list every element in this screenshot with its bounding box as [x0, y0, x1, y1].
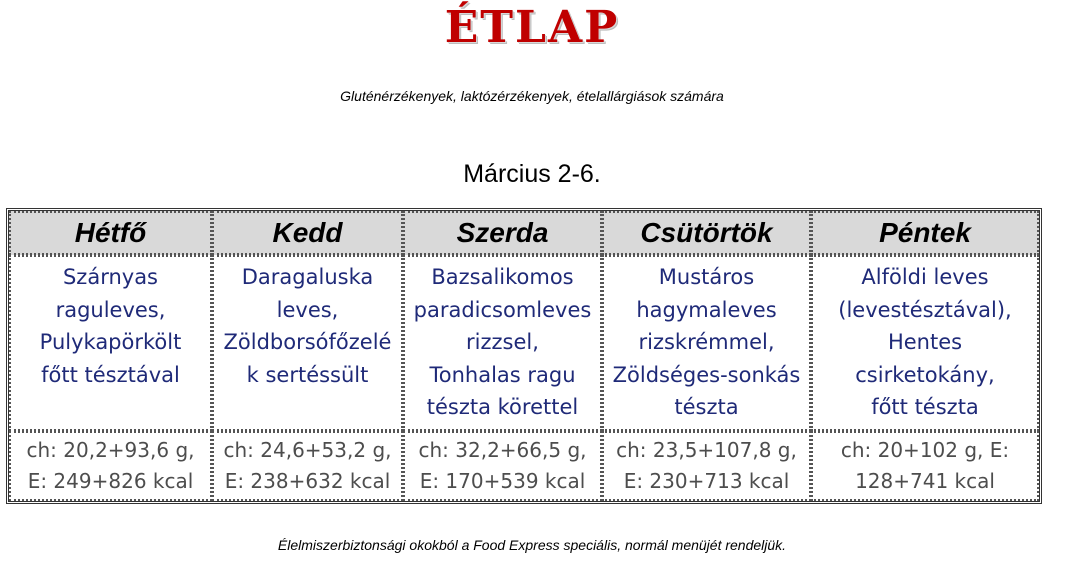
nutrition-line: E: 230+713 kcal [623, 469, 790, 493]
day-header-friday: Péntek [811, 211, 1039, 255]
nutrition-row [9, 431, 1039, 501]
dish-cell-wednesday [403, 255, 602, 431]
dish-line: tészta [674, 395, 739, 419]
dish-line: k sertéssült [246, 362, 369, 387]
nutrition-line: ch: 20+102 g, E: [840, 438, 1010, 462]
menu-table [6, 208, 1042, 504]
nutrition-cell-wednesday [403, 431, 602, 501]
dish-line: rizskrémmel, [638, 330, 775, 354]
nutrition-cell-thursday [602, 431, 811, 501]
page-title: ÉTLAP [444, 2, 620, 53]
dish-line: Zöldséges-sonkás [612, 362, 801, 387]
dish-line: Pulykapörkölt [39, 330, 182, 354]
day-header-row [9, 211, 1039, 255]
nutrition-line: ch: 23,5+107,8 g, [616, 438, 797, 462]
dish-cell-tuesday [212, 255, 403, 431]
dish-line: csirketokány, [855, 362, 995, 387]
dish-line: tészta körettel [426, 395, 579, 419]
dish-cell-friday [811, 255, 1039, 431]
dish-line: (levestésztával), [838, 297, 1012, 322]
dish-line: Szárnyas [62, 265, 159, 289]
dish-cell-thursday [602, 255, 811, 431]
day-header-thursday: Csütörtök [602, 211, 811, 255]
nutrition-cell-tuesday [212, 431, 403, 501]
dish-line: Daragaluska [241, 265, 374, 289]
page-subtitle: Gluténérzékenyek, laktózérzékenyek, ételallárgiások számára [340, 88, 724, 104]
nutrition-line: 128+741 kcal [855, 469, 995, 493]
dish-line: Mustáros [658, 265, 755, 289]
dish-line: Zöldborsófőzelé [223, 330, 392, 354]
dish-line: raguleves, [55, 297, 166, 322]
nutrition-line: ch: 24,6+53,2 g, [223, 438, 392, 462]
day-header-tuesday: Kedd [212, 211, 403, 255]
nutrition-line: ch: 20,2+93,6 g, [26, 438, 195, 462]
week-date: Március 2-6. [463, 160, 601, 188]
nutrition-cell-monday [9, 431, 212, 501]
dish-line: Tonhalas ragu [429, 362, 576, 387]
nutrition-line: E: 249+826 kcal [27, 469, 194, 493]
dish-line: Bazsalikomos [431, 265, 574, 289]
dish-line: rizzsel, [466, 330, 539, 354]
dish-line: hagymaleves [636, 297, 777, 322]
dish-row [9, 255, 1039, 431]
dish-line: leves, [276, 297, 339, 322]
day-header-wednesday: Szerda [403, 211, 602, 255]
dish-line: főtt tészta [871, 395, 979, 419]
nutrition-line: ch: 32,2+66,5 g, [418, 438, 587, 462]
day-header-monday: Hétfő [9, 211, 212, 255]
footer-note: Élelmiszerbiztonsági okokból a Food Express speciális, normál menüjét rendeljük. [277, 537, 787, 553]
dish-line: Alföldi leves [861, 265, 989, 289]
dish-line: főtt tésztával [41, 362, 180, 387]
dish-line: paradicsomleves [413, 297, 592, 322]
dish-line: Hentes [887, 330, 963, 354]
dish-cell-monday [9, 255, 212, 431]
nutrition-cell-friday [811, 431, 1039, 501]
nutrition-line: E: 170+539 kcal [419, 469, 586, 493]
nutrition-line: E: 238+632 kcal [224, 469, 391, 493]
